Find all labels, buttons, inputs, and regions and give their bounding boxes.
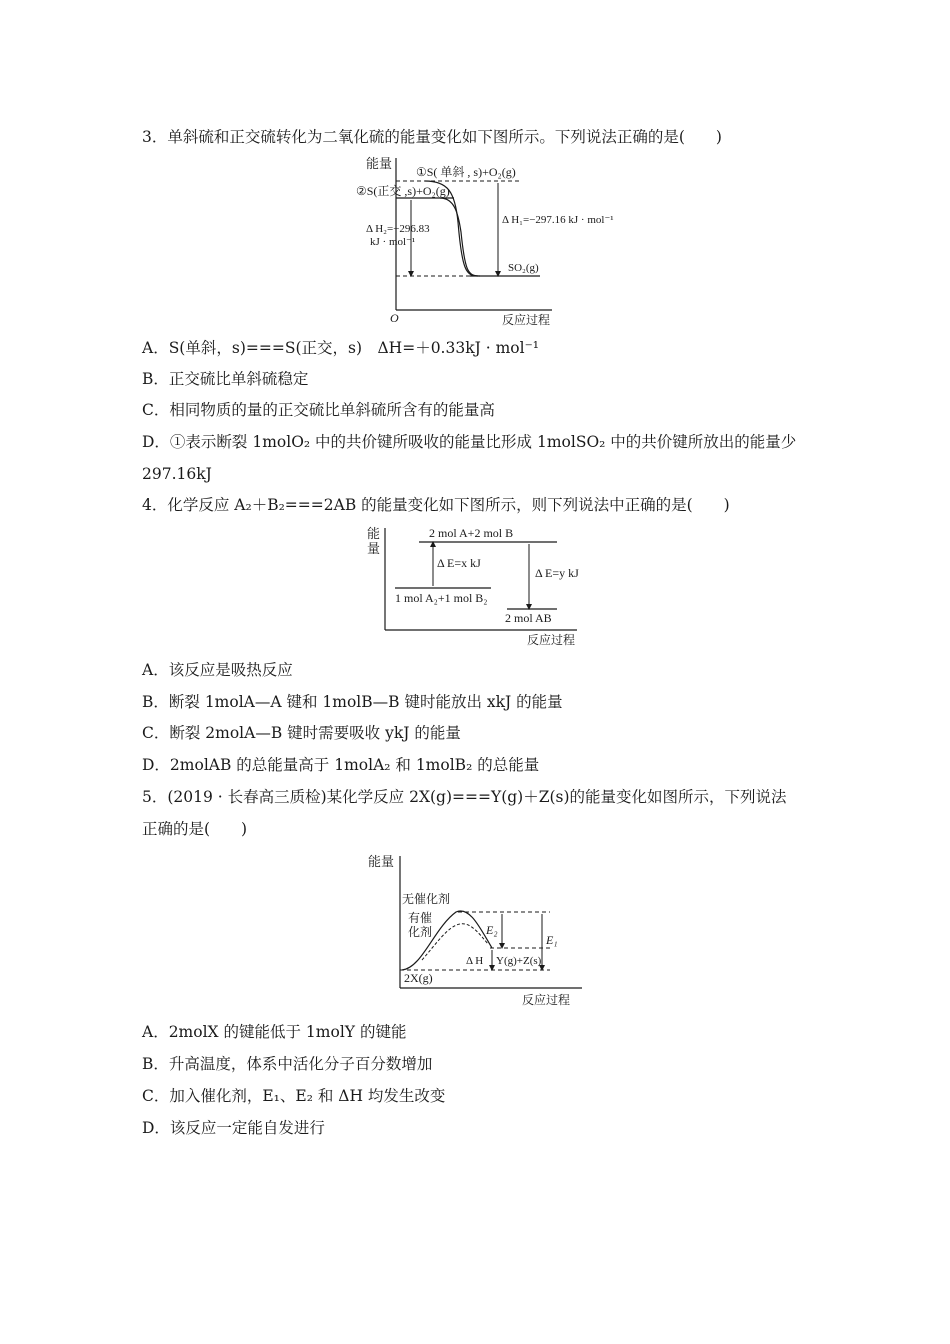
q5-stem-cont: 正确的是( ) [142, 820, 248, 838]
q4-option-b: B．断裂 1molA—A 键和 1molB—B 键时能放出 xkJ 的能量 [142, 693, 563, 711]
q5-energy-diagram [362, 848, 592, 1010]
q3-dh2-label-b: kJ · mol⁻¹ [370, 236, 416, 248]
q5-option-a: A．2molX 的键能低于 1molY 的键能 [142, 1023, 407, 1041]
q5-product-label: Y(g)+Z(s) [496, 955, 542, 967]
q4-option-d: D．2molAB 的总能量高于 1molA₂ 和 1molB₂ 的总能量 [142, 756, 540, 774]
q3-level1-label: ①S( 单斜 , s)+O₂(g) [416, 165, 516, 179]
q3-stem: 3．单斜硫和正交硫转化为二氧化硫的能量变化如下图所示。下列说法正确的是( ) [142, 128, 722, 146]
q4-option-a: A．该反应是吸热反应 [142, 661, 293, 679]
q5-x-label: 反应过程 [522, 993, 571, 1007]
q5-option-b: B．升高温度，体系中活化分子百分数增加 [142, 1055, 433, 1073]
q4-stem: 4．化学反应 A₂＋B₂===2AB 的能量变化如下图所示，则下列说法中正确的是( ) [142, 496, 730, 514]
q5-y-label: 能量 [368, 854, 395, 869]
q5-e1-label: E₁ [546, 933, 558, 947]
q4-option-c: C．断裂 2molA—B 键时需要吸收 ykJ 的能量 [142, 724, 461, 742]
q5-cat-label-2: 化剂 [408, 925, 433, 939]
q4-right-label: 2 mol AB [505, 611, 552, 625]
q4-dex-label: Δ E=x kJ [437, 556, 481, 570]
q4-y-label-2: 量 [367, 541, 381, 556]
q4-energy-diagram [355, 520, 595, 650]
q3-option-a: A．S(单斜，s)===S(正交，s) ΔH=＋0.33kJ · mol⁻¹ [142, 339, 539, 357]
q3-option-c: C．相同物质的量的正交硫比单斜硫所含有的能量高 [142, 401, 495, 419]
q5-dh-label: Δ H [466, 955, 484, 967]
q5-option-c: C．加入催化剂，E₁、E₂ 和 ΔH 均发生改变 [142, 1087, 446, 1105]
q5-e2-label: E₂ [486, 923, 498, 937]
q3-option-d: D．①表示断裂 1molO₂ 中的共价键所吸收的能量比形成 1molSO₂ 中的共价键所放出的能量少 [142, 433, 797, 451]
q4-x-label: 反应过程 [527, 633, 576, 647]
q4-left-label: 1 mol A₂+1 mol B₂ [395, 591, 488, 605]
q4-y-label-1: 能 [367, 526, 381, 541]
q5-stem: 5．(2019 · 长春高三质检)某化学反应 2X(g)===Y(g)＋Z(s)的能量变化如图所示，下列说法 [142, 788, 787, 806]
q5-option-d: D．该反应一定能自发进行 [142, 1119, 325, 1137]
q3-level2-label: ②S(正交 ,s)+O₂(g) [356, 184, 450, 198]
q3-y-label: 能量 [366, 156, 393, 171]
q3-product-label: SO₂(g) [508, 262, 539, 274]
q5-no-cat-label: 无催化剂 [402, 892, 451, 906]
q3-x-label: 反应过程 [502, 313, 551, 327]
q3-dh2-label-a: Δ H₂=−296.83 [366, 223, 430, 235]
q5-reactant-label: 2X(g) [404, 971, 433, 985]
q4-top-label: 2 mol A+2 mol B [429, 526, 514, 540]
q3-origin: O [390, 311, 399, 325]
q3-dh1-label: Δ H₁=−297.16 kJ · mol⁻¹ [502, 214, 614, 226]
q3-option-b: B．正交硫比单斜硫稳定 [142, 370, 309, 388]
q3-energy-diagram [330, 152, 614, 328]
q5-cat-label-1: 有催 [408, 911, 433, 925]
q3-option-d-cont: 297.16kJ [142, 465, 212, 483]
q4-dey-label: Δ E=y kJ [535, 566, 579, 580]
